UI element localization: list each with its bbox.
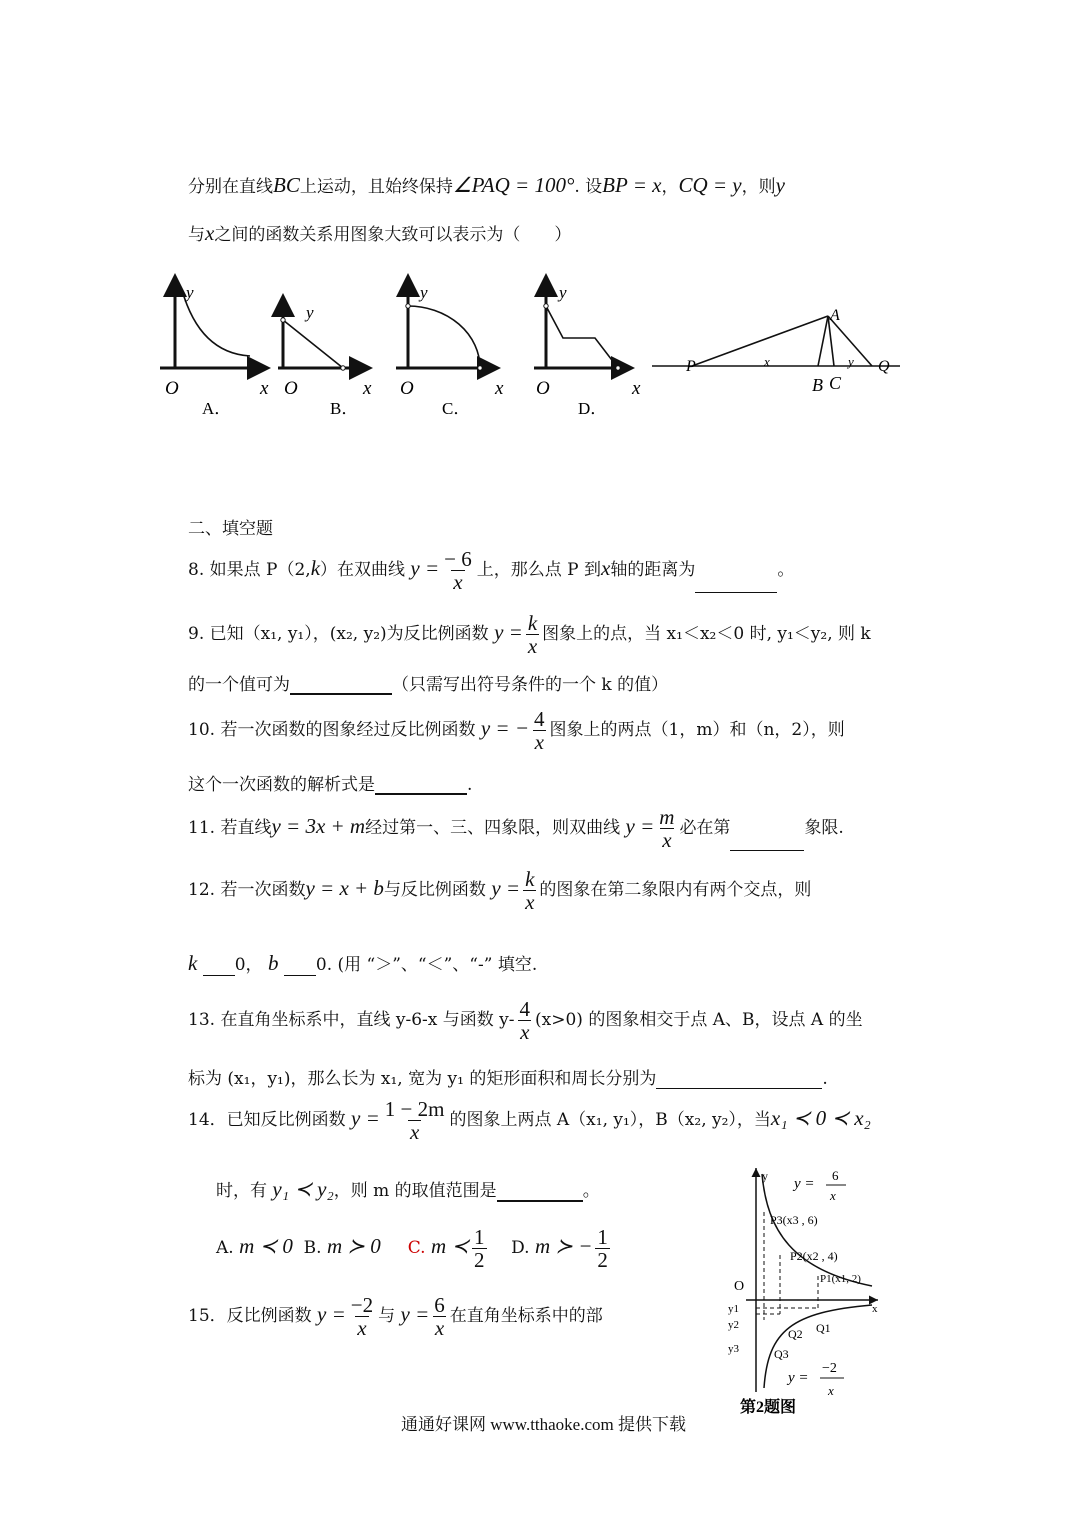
q7-line1: 分别在直线BC上运动，且始终保持∠PAQ = 100°. 设BP = x，CQ = y，则y [188,173,785,197]
q10-answer-blank[interactable] [375,775,467,795]
fig2-eq-top: y = [794,1176,815,1192]
graph-d-y-label: y [559,283,567,302]
graph-d-origin: O [536,378,550,399]
option-b-label: B． [330,399,359,418]
question-13: 13. 在直角坐标系中，直线 y-6-x 与函数 y- $\frac{4}{x}$ (x>0) 的图象相交于点 A、B，设点 A 的坐 [188,997,863,1044]
graph-b-x-label: x [363,378,372,399]
option-a-label: A． [202,399,232,418]
point-c-label: C [829,373,842,393]
q8-answer-blank[interactable] [695,574,777,593]
fig2-y-axis-label: y [762,1169,768,1183]
fig2-p2-label: P2(x2 , 4) [790,1249,838,1263]
point-p-label: P [686,358,696,375]
fig2-q3-label: Q3 [774,1347,789,1361]
question-12: 12. 若一次函数y = x + b与反比例函数 y = $\frac{k}{x}$ 的图象在第二象限内有两个交点，则 [188,867,812,914]
question-12-line2: k 0， b 0. (用 “＞”、“＜”、“-” 填空. [188,951,538,975]
question-14: 14．已知反比例函数 y = $\frac{1 - 2m}{x}$ 的图象上两点 A（x₁, y₁），B（x₂, y₂），当x₁ ≺ 0 ≺ x₂ [188,1097,871,1144]
question-9-line2: 的一个值可为 （只需写出符号条件的一个 k 的值） [188,675,669,695]
segment-x-label: x [764,354,770,369]
q12-k-blank[interactable] [203,957,235,976]
point-b-label: B [812,375,823,395]
question-10-line2: 这个一次函数的解析式是 . [188,775,473,795]
graph-d-x-label: x [632,378,641,399]
option-c-label: C． [442,399,471,418]
q11-answer-blank[interactable] [730,832,804,851]
option-graphs [150,268,910,428]
question-8: 8. 如果点 P（2,k）在双曲线 y = $\frac{- 6}{x}$ 上，那么点 P 到x轴的距离为 。 [188,547,795,594]
point-a-label: A [830,307,840,324]
fig2-y3-label: y3 [728,1343,739,1355]
question-14-options [216,1226,613,1271]
fig2-q2-label: Q2 [788,1327,803,1341]
q9-answer-blank[interactable] [290,675,392,695]
figure-2 [722,1160,892,1420]
option-b[interactable]: B. m ≻ 0 [303,1234,381,1258]
q12-b-blank[interactable] [284,957,316,976]
graph-d [534,276,641,418]
graph-a [160,276,269,418]
graph-b-y-label: y [306,303,314,322]
footer: 通通好课网 www.tthaoke.com 提供下载 [400,1415,687,1434]
question-15: 15．反比例函数 y = $\frac{-2}{x}$ 与 y = $\frac{6}{x}$ 在直角坐标系中的部 [188,1293,603,1340]
segment-y-label: y [848,354,854,369]
graph-b [278,296,372,418]
graph-c [396,276,504,418]
graph-a-origin: O [165,378,179,399]
fig2-x-axis-label: x [872,1303,878,1315]
q13-answer-blank[interactable] [656,1070,822,1089]
graph-a-x-label: x [260,378,269,399]
fig2-eq-bot-num: −2 [822,1361,837,1376]
graph-c-y-label: y [420,283,428,302]
fig2-origin: O [734,1279,745,1294]
fig2-p1-label: P1(x1, 2) [820,1273,861,1285]
fig2-eq-bot: y = [788,1370,809,1386]
fig2-y1-label: y1 [728,1303,739,1315]
fig2-y2-label: y2 [728,1319,739,1331]
option-a[interactable]: A. m ≺ 0 [216,1234,293,1258]
fig2-eq-top-den: x [830,1188,836,1203]
fig2-eq-top-num: 6 [832,1168,839,1183]
q14-answer-blank[interactable] [497,1182,583,1202]
option-c[interactable]: C. m ≺ $\frac{1}{2}$ [407,1225,485,1272]
section-heading: 二、填空题 [188,519,273,539]
question-13-line2: 标为 (x₁，y₁)，那么长为 x₁, 宽为 y₁ 的矩形面积和周长分别为 . [188,1069,828,1089]
option-d-label: D． [578,399,608,418]
graph-c-x-label: x [495,378,504,399]
question-9: 9. 已知（x₁, y₁），(x₂, y₂)为反比例函数 y = $\frac{k}{x}$ 图象上的点，当 x₁＜x₂＜0 时, y₁＜y₂, 则 k [188,611,871,658]
question-10: 10. 若一次函数的图象经过反比例函数 y = − $\frac{4}{x}$ 图象上的两点（1，m）和（n，2），则 [188,707,845,754]
graph-b-origin: O [284,378,298,399]
fig2-caption: 第2题图 [740,1399,797,1416]
fig2-q1-label: Q1 [816,1321,831,1335]
question-11: 11. 若直线y = 3x + m经过第一、三、四象限，则双曲线 y = $\frac{m}{x}$ 必在第 象限. [188,805,844,852]
fig2-p3-label: P3(x3 , 6) [770,1213,818,1227]
question-14-line2: 时，有 y₁ ≺ y₂，则 m 的取值范围是 。 [216,1177,600,1201]
option-d[interactable]: D. m ≻ − $\frac{1}{2}$ [511,1225,608,1272]
triangle-figure [652,307,900,395]
q7-line2: 与x之间的函数关系用图象大致可以表示为（ ） [188,221,572,245]
graph-a-y-label: y [186,283,194,302]
fig2-eq-bot-den: x [828,1383,834,1398]
point-q-label: Q [878,358,890,375]
graph-c-origin: O [400,378,414,399]
